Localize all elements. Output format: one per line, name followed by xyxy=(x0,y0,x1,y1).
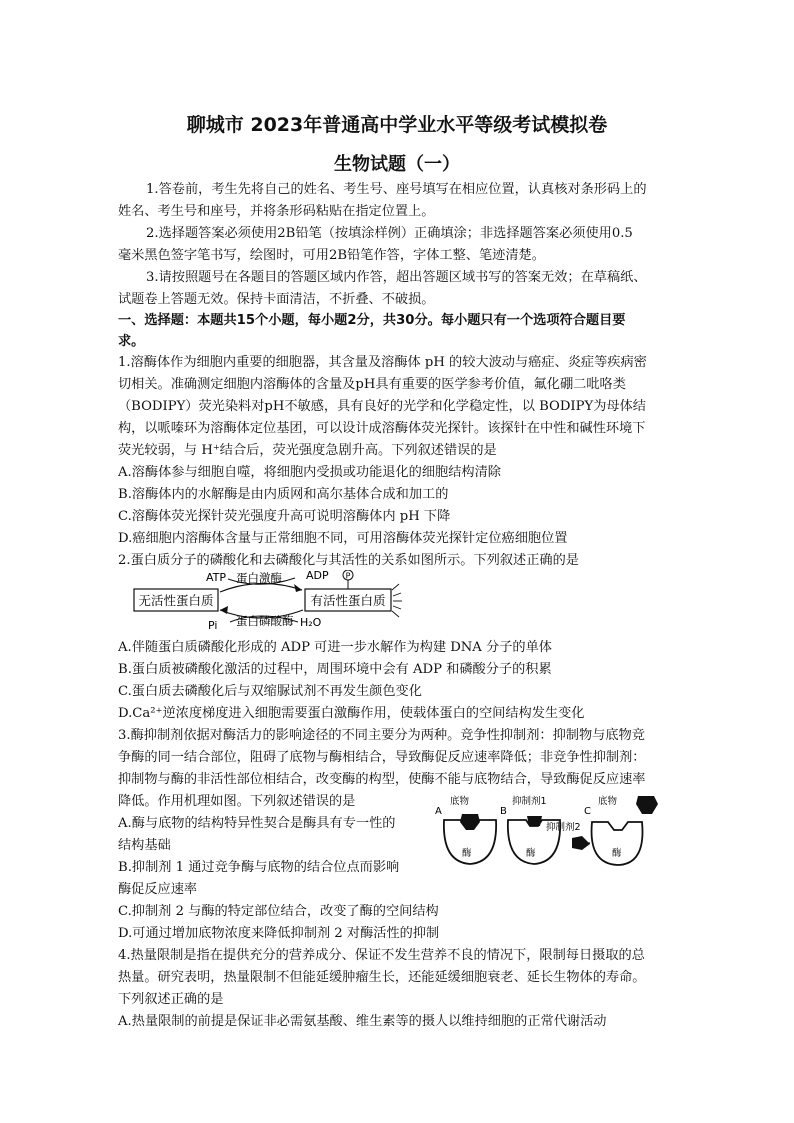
instruction-line: 试题卷上答题无效。保持卡面清洁，不折叠、不破损。 xyxy=(118,292,435,307)
question-stem: （BODIPY）荧光染料对pH不敏感，具有良好的光学和化学稳定性，以 BODIPY为母体结 xyxy=(118,399,646,414)
substrate-shape-c xyxy=(636,796,658,814)
panel-c-label: C xyxy=(584,806,591,817)
activity-rays xyxy=(392,584,402,617)
question-stem: 热量。研究表明，热量限制不但能延缓肿瘤生长，还能延缓细胞衰老、延长生物体的寿命。 xyxy=(118,970,646,985)
substrate-label-a: 底物 xyxy=(450,796,470,807)
question-stem: 切相关。准确测定细胞内溶酶体的含量及pH具有重要的医学参考价值，氟化硼二吡咯类 xyxy=(118,377,626,392)
question-stem: 构，以哌嗪环为溶酶体定位基团，可以设计成溶酶体荧光探针。该探针在中性和碱性环境下 xyxy=(118,421,646,436)
option-d: D.癌细胞内溶酶体含量与正常细胞不同，可用溶酶体荧光探针定位癌细胞位置 xyxy=(118,531,568,546)
enzyme-label-a: 酶 xyxy=(462,848,472,859)
option-d: D.Ca²⁺逆浓度梯度进入细胞需要蛋白激酶作用，使载体蛋白的空间结构发生变化 xyxy=(118,706,585,721)
instruction-line: 2.选择题答案必须使用2B铅笔（按填涂样例）正确填涂；非选择题答案必须使用0.5 xyxy=(146,226,633,241)
inhibitor2-label: 抑制剂2 xyxy=(546,822,581,833)
instruction-line: 3.请按照题号在各题目的答题区域内作答，超出答题区域书写的答案无效；在草稿纸、 xyxy=(146,270,647,285)
option-b-cont: 酶促反应速率 xyxy=(118,882,198,897)
h2o-label: H₂O xyxy=(300,616,322,629)
option-a: A.溶酶体参与细胞自噬，将细胞内受损或功能退化的细胞结构清除 xyxy=(118,465,501,480)
question-stem: 4.热量限制是指在提供充分的营养成分、保证不发生营养不良的情况下，限制每日摄取的总 xyxy=(118,948,645,963)
inhibitor1-shape xyxy=(527,816,542,826)
option-b: B.抑制剂 1 通过竞争酶与底物的结合位点而影响 xyxy=(118,860,400,875)
kinase-label: 蛋白激酶 xyxy=(236,571,282,585)
question-stem: 抑制物与酶的非活性部位相结合，改变酶的构型，使酶不能与底物结合，导致酶促反应速率 xyxy=(118,772,646,787)
adp-label: ADP xyxy=(306,570,329,582)
option-b: B.溶酶体内的水解酶是由内质网和高尔基体合成和加工的 xyxy=(118,487,449,502)
phosphate-label: P xyxy=(345,571,351,581)
question-stem: 荧光较弱，与 H⁺结合后，荧光强度急剧升高。下列叙述错误的是 xyxy=(118,443,497,458)
substrate-label-c: 底物 xyxy=(598,796,618,807)
option-c: C.溶酶体荧光探针荧光强度升高可说明溶酶体内 pH 下降 xyxy=(118,509,451,524)
section-heading: 求。 xyxy=(118,334,145,349)
option-a-cont: 结构基础 xyxy=(118,838,171,853)
option-c: C.抑制剂 2 与酶的特定部位结合，改变了酶的空间结构 xyxy=(118,904,439,919)
option-d: D.可通过增加底物浓度来降低抑制剂 2 对酶活性的抑制 xyxy=(118,926,440,941)
substrate-shape-a xyxy=(460,814,480,830)
instruction-line: 1.答卷前，考生先将自己的姓名、考生号、座号填写在相应位置，认真核对条形码上的 xyxy=(146,182,647,197)
question-stem: 2.蛋白质分子的磷酸化和去磷酸化与其活性的关系如图所示。下列叙述正确的是 xyxy=(118,553,579,568)
inactive-protein-label: 无活性蛋白质 xyxy=(138,593,214,608)
question-stem: 3.酶抑制剂依据对酶活力的影响途径的不同主要分为两种。竞争性抑制剂：抑制物与底物竞 xyxy=(118,728,645,743)
pi-label: Pi xyxy=(208,619,218,632)
instruction-line: 姓名、考生号和座号，并将条形码粘贴在指定位置上。 xyxy=(118,204,435,219)
enzyme-label-b: 酶 xyxy=(526,848,536,859)
phosphorylation-diagram xyxy=(120,570,410,632)
enzyme-label-c: 酶 xyxy=(612,848,622,859)
panel-b-label: B xyxy=(500,806,507,817)
option-a: A.酶与底物的结构特异性契合是酶具有专一性的 xyxy=(118,816,396,831)
option-c: C.蛋白质去磷酸化后与双缩脲试剂不再发生颜色变化 xyxy=(118,684,422,699)
option-b: B.蛋白质被磷酸化激活的过程中，周围环境中会有 ADP 和磷酸分子的积累 xyxy=(118,662,552,677)
atp-label: ATP xyxy=(206,571,227,584)
section-heading: 一、选择题：本题共15个小题，每小题2分，共30分。每小题只有一个选项符合题目要 xyxy=(118,313,626,328)
option-a: A.热量限制的前提是保证非必需氨基酸、维生素等的摄人以维持细胞的正常代谢活动 xyxy=(118,1014,607,1029)
question-stem: 1.溶酶体作为细胞内重要的细胞器，其含量及溶酶体 pH 的较大波动与癌症、炎症等疾病密 xyxy=(118,355,647,370)
inhibitor1-label: 抑制剂1 xyxy=(512,796,547,807)
question-stem: 下列叙述正确的是 xyxy=(118,992,224,1007)
arrowhead-right xyxy=(294,584,302,592)
panel-a-label: A xyxy=(435,806,442,817)
question-stem: 降低。作用机理如图。下列叙述错误的是 xyxy=(118,794,356,809)
question-stem: 争酶的同一结合部位，阻碍了底物与酶相结合，导致酶促反应速率降低；非竞争性抑制剂： xyxy=(118,750,646,765)
enzyme-inhibition-diagram xyxy=(432,792,682,868)
exam-title: 聊城市 2023年普通高中学业水平等级考试模拟卷 xyxy=(186,114,608,136)
active-protein-label: 有活性蛋白质 xyxy=(310,593,386,608)
exam-subtitle: 生物试题（一） xyxy=(334,154,460,175)
option-a: A.伴随蛋白质磷酸化形成的 ADP 可进一步水解作为构建 DNA 分子的单体 xyxy=(118,640,552,655)
arrowhead-left xyxy=(220,606,228,614)
instruction-line: 毫米黑色签字笔书写，绘图时，可用2B铅笔作答，字体工整、笔迹清楚。 xyxy=(118,248,545,263)
phosphatase-label: 蛋白磷酸酶 xyxy=(236,614,294,628)
